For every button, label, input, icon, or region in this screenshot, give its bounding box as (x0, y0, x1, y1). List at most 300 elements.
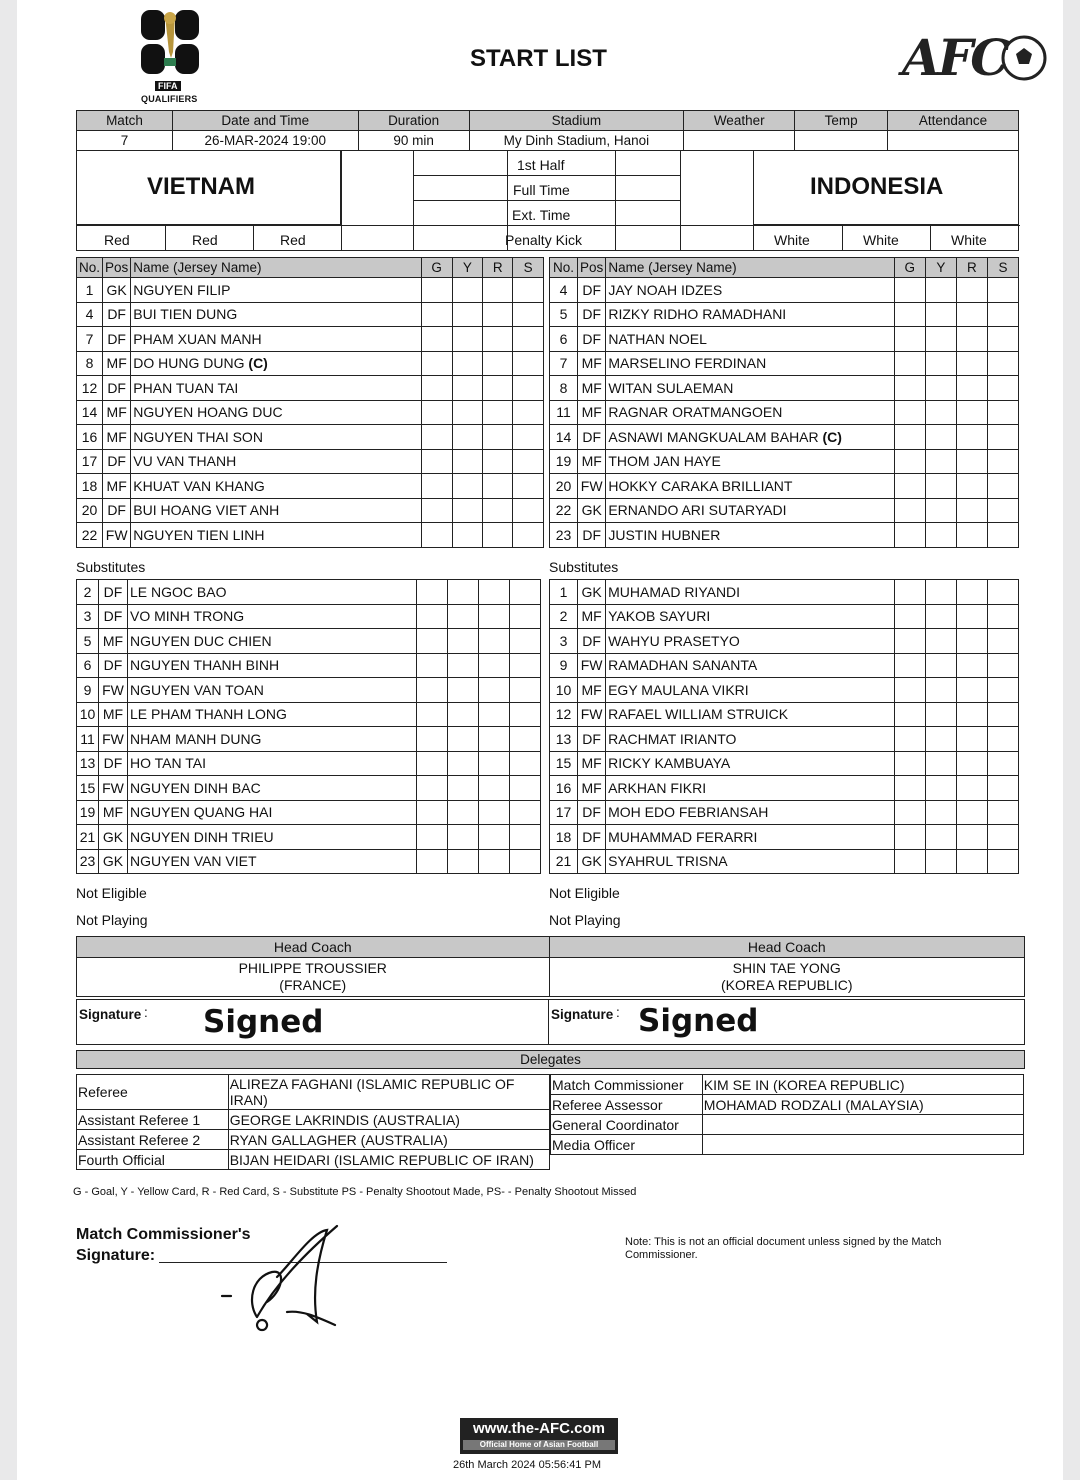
red-card-cell (956, 629, 987, 654)
goal-cell (894, 727, 925, 752)
substitute-cell (513, 376, 544, 401)
player-name (606, 376, 894, 401)
goal-cell (421, 327, 452, 352)
player-name (128, 825, 417, 850)
player-row (550, 702, 1019, 727)
player-number: 4 (550, 278, 578, 303)
player-position: MF (578, 400, 606, 425)
player-position: GK (578, 498, 606, 523)
player-row (550, 678, 1019, 703)
player-name-text: HO TAN TAI (130, 755, 206, 772)
goal-cell (894, 800, 925, 825)
away-not-eligible-label: Not Eligible (549, 885, 620, 901)
red-card-cell (483, 449, 513, 474)
player-name (606, 302, 894, 327)
match-stadium: My Dinh Stadium, Hanoi (469, 131, 684, 151)
page-title: START LIST (470, 45, 607, 72)
player-name (606, 351, 894, 376)
player-number: 10 (77, 702, 99, 727)
substitute-cell (987, 653, 1018, 678)
substitute-cell (510, 629, 541, 654)
yellow-card-cell (925, 400, 956, 425)
match-temp (795, 131, 888, 151)
player-name (606, 400, 894, 425)
yellow-card-cell (448, 800, 479, 825)
player-name-text: NGUYEN DINH BAC (130, 779, 261, 796)
official-note-line1: Note: This is not an official document unless signed by the Match (625, 1236, 942, 1248)
player-name (606, 523, 894, 548)
yellow-card-cell (925, 849, 956, 874)
player-number: 14 (77, 400, 103, 425)
player-number: 9 (77, 678, 99, 703)
player-name-text: WITAN SULAEMAN (608, 379, 734, 396)
player-name-text: NGUYEN DUC CHIEN (130, 632, 272, 649)
player-name-text: LE NGOC BAO (130, 583, 227, 600)
home-kit-socks: Red (280, 232, 306, 248)
delegate-row (551, 1135, 1024, 1155)
col-match: Match (77, 111, 173, 131)
yellow-card-cell (925, 498, 956, 523)
player-row (77, 498, 544, 523)
goal-cell (894, 425, 925, 450)
player-row (550, 425, 1019, 450)
red-card-cell (956, 653, 987, 678)
player-name (128, 629, 417, 654)
red-card-cell (479, 629, 510, 654)
delegate-row (77, 1110, 550, 1130)
player-number: 23 (77, 849, 99, 874)
player-row (77, 376, 544, 401)
red-card-cell (956, 800, 987, 825)
header-g: G (894, 258, 925, 278)
delegate-role: Referee (77, 1075, 229, 1110)
player-number: 8 (77, 351, 103, 376)
home-kit-shorts: Red (192, 232, 218, 248)
match-date-time: 26-MAR-2024 19:00 (172, 131, 358, 151)
football-icon (1000, 34, 1048, 82)
player-name (131, 327, 421, 352)
fifa-qualifiers-logo (135, 8, 207, 106)
header-name: Name (Jersey Name) (131, 258, 421, 278)
player-number: 22 (77, 523, 103, 548)
player-position: DF (578, 278, 606, 303)
substitute-cell (987, 400, 1018, 425)
player-name (606, 678, 895, 703)
yellow-card-cell (448, 580, 479, 605)
player-position: FW (103, 523, 131, 548)
player-number: 18 (77, 474, 103, 499)
player-name (606, 449, 894, 474)
player-name (131, 474, 421, 499)
delegate-row (77, 1075, 550, 1110)
player-name (606, 425, 894, 450)
player-number: 8 (550, 376, 578, 401)
delegate-role: Assistant Referee 1 (77, 1110, 229, 1130)
yellow-card-cell (452, 302, 483, 327)
player-name-text: NGUYEN THANH BINH (130, 657, 280, 674)
player-row (550, 849, 1019, 874)
yellow-card-cell (448, 751, 479, 776)
yellow-card-cell (925, 449, 956, 474)
substitute-cell (513, 327, 544, 352)
player-name (131, 498, 421, 523)
player-position: MF (578, 604, 606, 629)
player-name-text: KHUAT VAN KHANG (133, 477, 265, 494)
yellow-card-cell (925, 800, 956, 825)
player-name (131, 278, 421, 303)
header-y: Y (925, 258, 956, 278)
delegates-right-table (550, 1074, 1024, 1155)
match-weather (684, 131, 795, 151)
home-kit-shirt: Red (104, 232, 130, 248)
player-name-text: RIZKY RIDHO RAMADHANI (608, 306, 787, 323)
player-name (128, 849, 417, 874)
substitute-cell (987, 776, 1018, 801)
substitute-cell (510, 727, 541, 752)
substitute-cell (513, 449, 544, 474)
away-substitutes-table (549, 579, 1019, 874)
player-name (606, 849, 895, 874)
captain-marker: (C) (822, 428, 842, 445)
away-signature-colon: : (616, 1005, 620, 1020)
away-team-name: INDONESIA (810, 173, 944, 200)
away-coach-country: (KOREA REPUBLIC) (721, 977, 853, 993)
delegate-name: BIJAN HEIDARI (ISLAMIC REPUBLIC OF IRAN) (228, 1150, 549, 1170)
player-number: 1 (77, 278, 103, 303)
player-position: DF (578, 825, 606, 850)
substitute-cell (987, 849, 1018, 874)
red-card-cell (483, 400, 513, 425)
afc-logo (902, 28, 1052, 88)
player-position: MF (103, 474, 131, 499)
yellow-card-cell (925, 629, 956, 654)
goal-cell (894, 376, 925, 401)
red-card-cell (956, 678, 987, 703)
player-name (131, 302, 421, 327)
player-position: MF (578, 776, 606, 801)
period-full-time: Full Time (513, 182, 570, 198)
red-card-cell (956, 351, 987, 376)
yellow-card-cell (925, 825, 956, 850)
player-position: FW (99, 776, 128, 801)
player-position: DF (99, 751, 128, 776)
away-signed-text: Signed (638, 1003, 759, 1039)
delegate-name: RYAN GALLAGHER (AUSTRALIA) (228, 1130, 549, 1150)
red-card-cell (479, 776, 510, 801)
goal-cell (421, 523, 452, 548)
player-number: 11 (550, 400, 578, 425)
player-name (606, 776, 895, 801)
player-number: 9 (550, 653, 578, 678)
substitute-cell (510, 849, 541, 874)
home-signature-box (76, 999, 549, 1045)
player-position: DF (99, 653, 128, 678)
red-card-cell (956, 702, 987, 727)
header-name: Name (Jersey Name) (606, 258, 894, 278)
home-substitutes-table (76, 579, 541, 874)
yellow-card-cell (448, 629, 479, 654)
player-name (606, 653, 895, 678)
player-name (131, 425, 421, 450)
delegate-name: MOHAMAD RODZALI (MALAYSIA) (702, 1095, 1023, 1115)
away-kit-shorts: White (863, 232, 899, 248)
goal-cell (421, 425, 452, 450)
away-not-playing-label: Not Playing (549, 912, 621, 928)
player-number: 17 (77, 449, 103, 474)
player-position: DF (578, 800, 606, 825)
substitute-cell (987, 351, 1018, 376)
delegate-role: Match Commissioner (551, 1075, 703, 1095)
player-name-text: NGUYEN THAI SON (133, 428, 263, 445)
red-card-cell (479, 604, 510, 629)
player-name (606, 751, 895, 776)
yellow-card-cell (925, 702, 956, 727)
player-position: DF (578, 302, 606, 327)
goal-cell (421, 449, 452, 474)
player-number: 14 (550, 425, 578, 450)
player-position: MF (103, 425, 131, 450)
delegate-role: Referee Assessor (551, 1095, 703, 1115)
red-card-cell (483, 425, 513, 450)
goal-cell (417, 580, 448, 605)
player-number: 1 (550, 580, 578, 605)
player-position: DF (99, 580, 128, 605)
player-position: MF (103, 351, 131, 376)
substitute-cell (987, 523, 1018, 548)
goal-cell (417, 776, 448, 801)
substitute-cell (513, 351, 544, 376)
player-row (77, 449, 544, 474)
substitute-cell (987, 825, 1018, 850)
yellow-card-cell (452, 376, 483, 401)
player-number: 6 (550, 327, 578, 352)
player-row (550, 449, 1019, 474)
away-kit-socks: White (951, 232, 987, 248)
player-name (128, 776, 417, 801)
player-name (128, 751, 417, 776)
delegates-right-rows (551, 1075, 1024, 1155)
player-name-text: NGUYEN HOANG DUC (133, 404, 283, 421)
player-name-text: NATHAN NOEL (608, 330, 707, 347)
player-number: 3 (550, 629, 578, 654)
away-coach-name: SHIN TAE YONG (732, 960, 841, 976)
yellow-card-cell (452, 400, 483, 425)
goal-cell (894, 825, 925, 850)
red-card-cell (956, 776, 987, 801)
red-card-cell (483, 523, 513, 548)
player-name (128, 653, 417, 678)
goal-cell (421, 351, 452, 376)
player-row (550, 474, 1019, 499)
player-name-text: PHAM XUAN MANH (133, 330, 262, 347)
red-card-cell (483, 327, 513, 352)
player-row (77, 825, 541, 850)
player-name (128, 727, 417, 752)
header-no: No. (550, 258, 578, 278)
player-name (606, 629, 895, 654)
player-number: 16 (77, 425, 103, 450)
player-position: DF (578, 523, 606, 548)
substitute-cell (987, 751, 1018, 776)
player-number: 7 (77, 327, 103, 352)
red-card-cell (956, 425, 987, 450)
delegate-name: ALIREZA FAGHANI (ISLAMIC REPUBLIC OF IRAN) (228, 1075, 549, 1110)
yellow-card-cell (448, 727, 479, 752)
home-signature-colon: : (144, 1005, 148, 1020)
yellow-card-cell (452, 351, 483, 376)
yellow-card-cell (452, 498, 483, 523)
red-card-cell (479, 800, 510, 825)
yellow-card-cell (452, 449, 483, 474)
home-head-coach-label: Head Coach (77, 937, 550, 958)
substitute-cell (510, 604, 541, 629)
player-position: FW (578, 653, 606, 678)
goal-cell (894, 776, 925, 801)
player-row (77, 580, 541, 605)
player-row (77, 678, 541, 703)
player-position: DF (578, 425, 606, 450)
red-card-cell (479, 849, 510, 874)
substitute-cell (987, 278, 1018, 303)
player-row (77, 327, 544, 352)
goal-cell (894, 302, 925, 327)
match-duration: 90 min (358, 131, 469, 151)
match-attendance (888, 131, 1019, 151)
red-card-cell (479, 678, 510, 703)
player-row (77, 604, 541, 629)
away-substitutes-label: Substitutes (549, 559, 619, 575)
header-pos: Pos (103, 258, 131, 278)
goal-cell (894, 498, 925, 523)
yellow-card-cell (925, 653, 956, 678)
player-number: 7 (550, 351, 578, 376)
delegate-name: KIM SE IN (KOREA REPUBLIC) (702, 1075, 1023, 1095)
home-coach-country: (FRANCE) (279, 977, 347, 993)
player-name-text: VU VAN THANH (133, 453, 237, 470)
goal-cell (894, 849, 925, 874)
afc-website-url: www.the-AFC.com (473, 1420, 605, 1437)
yellow-card-cell (448, 653, 479, 678)
goal-cell (894, 653, 925, 678)
substitute-cell (513, 425, 544, 450)
red-card-cell (956, 849, 987, 874)
player-name (606, 825, 895, 850)
header-no: No. (77, 258, 103, 278)
player-table-header (77, 258, 544, 278)
red-card-cell (956, 523, 987, 548)
delegates-left-table (76, 1074, 550, 1170)
goal-cell (417, 727, 448, 752)
substitute-cell (987, 376, 1018, 401)
player-name (131, 351, 421, 376)
player-name (606, 498, 894, 523)
player-name-text: BUI HOANG VIET ANH (133, 502, 280, 519)
red-card-cell (956, 376, 987, 401)
substitute-cell (987, 425, 1018, 450)
player-name (128, 702, 417, 727)
player-position: MF (99, 800, 128, 825)
substitute-cell (987, 702, 1018, 727)
goal-cell (894, 751, 925, 776)
player-name-text: VO MINH TRONG (130, 608, 245, 625)
yellow-card-cell (925, 351, 956, 376)
player-name (131, 376, 421, 401)
yellow-card-cell (925, 523, 956, 548)
official-note (625, 1236, 941, 1262)
player-row (77, 302, 544, 327)
header-r: R (956, 258, 987, 278)
home-signature-label: Signature (79, 1007, 142, 1022)
red-card-cell (956, 498, 987, 523)
home-substitutes-label: Substitutes (76, 559, 146, 575)
player-name-text: ASNAWI MANGKUALAM BAHAR (608, 428, 819, 445)
player-row (77, 425, 544, 450)
player-name-text: BUI TIEN DUNG (133, 306, 238, 323)
red-card-cell (956, 327, 987, 352)
player-row (77, 702, 541, 727)
player-number: 22 (550, 498, 578, 523)
player-name-text: DO HUNG DUNG (133, 355, 245, 372)
red-card-cell (956, 727, 987, 752)
player-row (550, 523, 1019, 548)
afc-website-badge (460, 1418, 618, 1454)
player-position: MF (99, 629, 128, 654)
goal-cell (894, 327, 925, 352)
player-position: GK (99, 849, 128, 874)
match-number: 7 (77, 131, 173, 151)
substitute-cell (987, 629, 1018, 654)
substitute-cell (987, 449, 1018, 474)
delegate-name (702, 1135, 1023, 1155)
red-card-cell (956, 751, 987, 776)
player-number: 18 (550, 825, 578, 850)
red-card-cell (483, 351, 513, 376)
substitute-cell (987, 604, 1018, 629)
player-position: GK (103, 278, 131, 303)
yellow-card-cell (925, 751, 956, 776)
delegate-row (551, 1115, 1024, 1135)
goal-cell (421, 498, 452, 523)
player-position: DF (578, 327, 606, 352)
player-row (77, 751, 541, 776)
goal-cell (417, 604, 448, 629)
player-row (550, 751, 1019, 776)
goal-cell (417, 653, 448, 678)
goal-cell (421, 278, 452, 303)
player-row (550, 302, 1019, 327)
player-number: 19 (550, 449, 578, 474)
player-row (550, 498, 1019, 523)
yellow-card-cell (925, 327, 956, 352)
substitute-cell (510, 751, 541, 776)
delegate-row (551, 1095, 1024, 1115)
player-position: MF (99, 702, 128, 727)
substitute-cell (987, 580, 1018, 605)
commissioner-signature-line2: Signature: (76, 1247, 156, 1264)
player-position: DF (103, 498, 131, 523)
period-1st-half: 1st Half (517, 157, 565, 173)
away-substitute-rows (550, 580, 1019, 874)
captain-marker: (C) (248, 355, 268, 372)
away-head-coach-label: Head Coach (549, 937, 1025, 958)
delegate-name: GEORGE LAKRINDIS (AUSTRALIA) (228, 1110, 549, 1130)
home-signed-text: Signed (203, 1004, 324, 1040)
goal-cell (417, 629, 448, 654)
substitute-cell (510, 776, 541, 801)
player-name-text: MUHAMAD RIYANDI (608, 583, 741, 600)
delegates-header: Delegates (76, 1050, 1025, 1069)
away-starters-table (549, 257, 1019, 548)
